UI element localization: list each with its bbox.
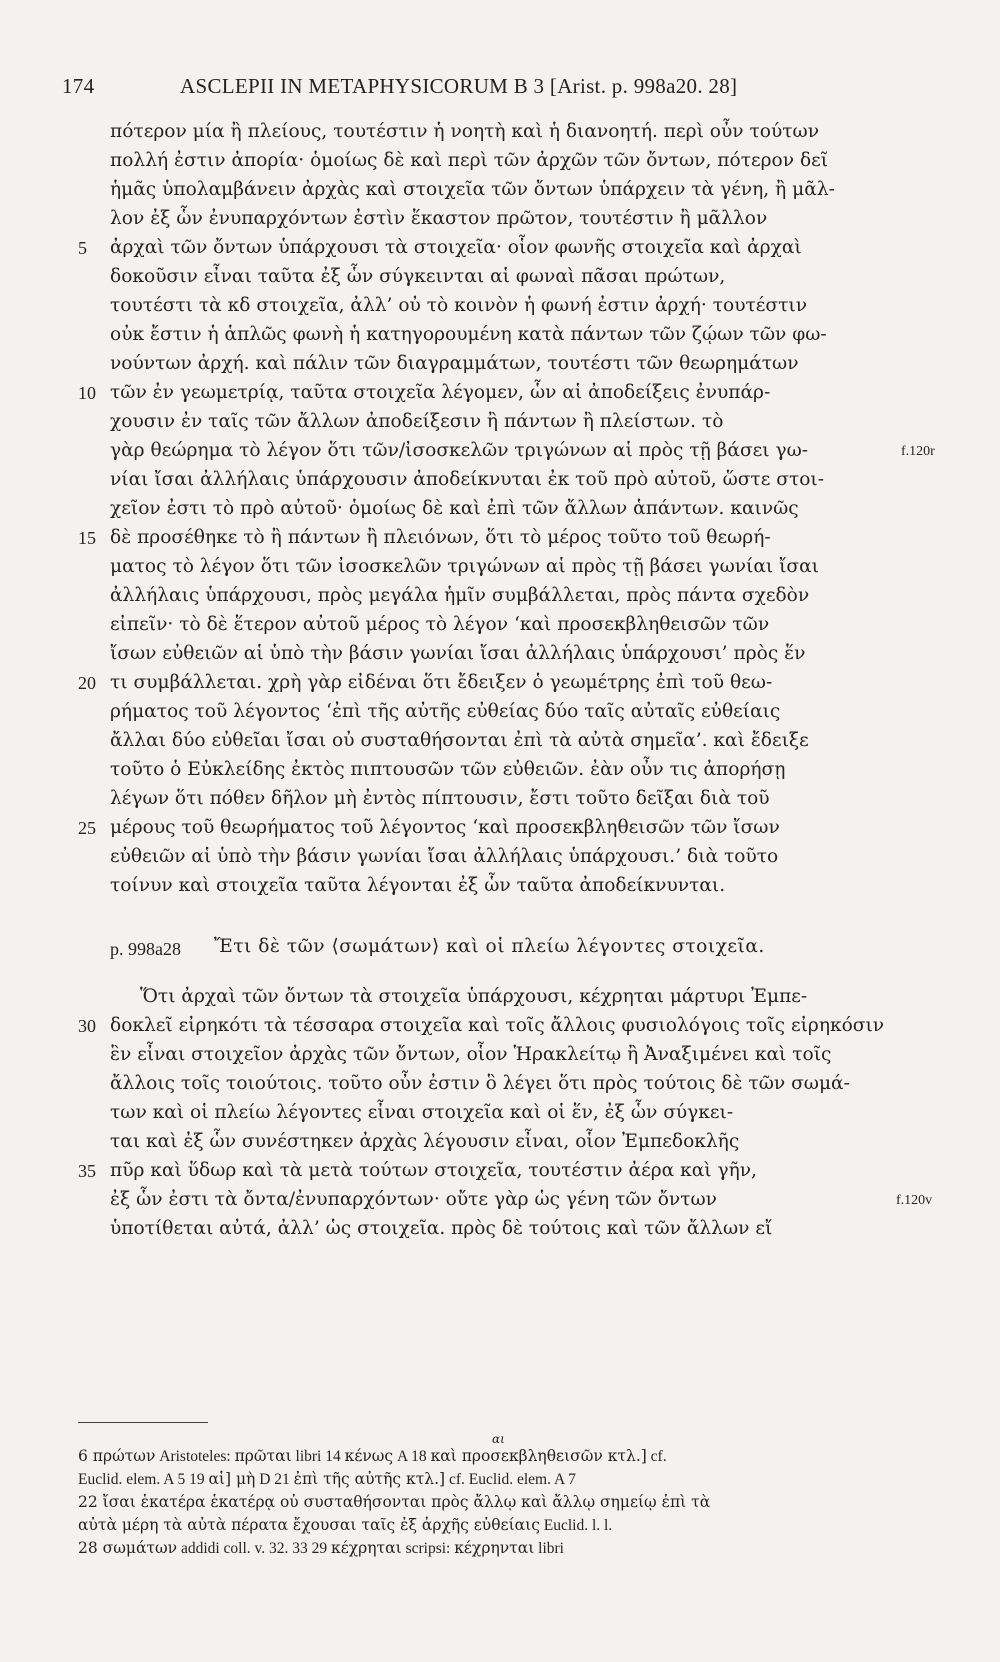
- text-line: τουτέστι τὰ κδ στοιχεῖα, ἀλλ’ οὐ τὸ κοινὸν ἡ φωνή ἐστιν ἀρχή· τουτέστιν: [110, 295, 807, 316]
- line-number: 35: [78, 1161, 96, 1181]
- text-line: ἐξ ὧν ἐστι τὰ ὄντα/ἐνυπαρχόντων· οὔτε γὰρ ὡς γένη τῶν ὄντων: [110, 1189, 717, 1210]
- footnote-rule: [78, 1422, 208, 1423]
- text-line: τι συμβάλλεται. χρὴ γὰρ εἰδέναι ὅτι ἔδειξεν ὁ γεωμέτρης ἐπὶ τοῦ θεω-: [110, 672, 773, 693]
- text-line: νούντων ἀρχή. καὶ πάλιν τῶν διαγραμμάτων, τουτέστι τῶν θεωρημάτων: [110, 353, 799, 374]
- text-line: ἄλλοις τοῖς τοιούτοις. τοῦτο οὖν ἐστιν ὃ λέγει ὅτι πρὸς τούτοις δὲ τῶν σωμά-: [110, 1073, 850, 1094]
- text-line: ρήματος τοῦ λέγοντος ‘ἐπὶ τῆς αὐτῆς εὐθείας δύο ταῖς αὐταῖς εὐθείαις: [110, 701, 781, 722]
- text-line: εἰπεῖν· τὸ δὲ ἕτερον αὐτοῦ μέρος τὸ λέγον ‘καὶ προσεκβληθεισῶν τῶν: [110, 614, 770, 635]
- text-line: οὐκ ἔστιν ἡ ἁπλῶς φωνὴ ἡ κατηγορουμένη κατὰ πάντων τῶν ζῴων τῶν φω-: [110, 324, 827, 345]
- text-line: ται καὶ ἐξ ὧν συνέστηκεν ἀρχὰς λέγουσιν εἶναι, οἷον Ἐμπεδοκλῆς: [110, 1131, 740, 1152]
- text-line: χεῖον ἐστι τὸ πρὸ αὐτοῦ· ὁμοίως δὲ καὶ ἐπὶ τῶν ἄλλων ἁπάντων. καινῶς: [110, 498, 799, 519]
- page-number: 174: [62, 74, 95, 98]
- text-line: γὰρ θεώρημα τὸ λέγον ὅτι τῶν/ἰσοσκελῶν τριγώνων αἱ πρὸς τῇ βάσει γω-: [110, 440, 809, 461]
- text-line: μέρους τοῦ θεωρήματος τοῦ λέγοντος ‘καὶ προσεκβληθεισῶν τῶν ἴσων: [110, 817, 780, 838]
- text-line: δοκλεῖ εἰρηκότι τὰ τέσσαρα στοιχεῖα καὶ τοῖς ἄλλοις φυσιολόγοις τοῖς εἰρηκόσιν: [110, 1015, 885, 1036]
- line-number: 25: [78, 818, 96, 838]
- text-line: ἄλλαι δύο εὐθεῖαι ἴσαι οὐ συσταθήσονται ἐπὶ τὰ αὐτὰ σημεῖα’. καὶ ἔδειξε: [110, 730, 809, 751]
- text-line: τοίνυν καὶ στοιχεῖα ταῦτα λέγονται ἐξ ὧν ταῦτα ἀποδείκνυνται.: [110, 875, 726, 896]
- text-line: πῦρ καὶ ὕδωρ καὶ τὰ μετὰ τούτων στοιχεῖα, τουτέστιν ἀέρα καὶ γῆν,: [110, 1160, 757, 1181]
- footnote-line: αὐτὰ μέρη τὰ αὐτὰ πέρατα ἔχουσαι ταῖς ἐξ ἀρχῆς εὐθείαις Euclid. l. l.: [78, 1516, 613, 1534]
- footnote-line: 22 ἴσαι ἑκατέρα ἑκατέρᾳ οὐ συσταθήσονται πρὸς ἄλλῳ καὶ ἄλλῳ σημείῳ ἐπὶ τὰ: [78, 1493, 711, 1511]
- line-number: 10: [78, 383, 96, 403]
- text-line: πότερον μία ἢ πλείους, τουτέστιν ἡ νοητὴ καὶ ἡ διανοητή. περὶ οὖν τούτων: [110, 121, 820, 142]
- text-line: νίαι ἴσαι ἀλλήλαις ὑπάρχουσιν ἀποδείκνυται ἐκ τοῦ πρὸ αὐτοῦ, ὥστε στοι-: [110, 469, 824, 490]
- text-line: ἡμᾶς ὑπολαμβάνειν ἀρχὰς καὶ στοιχεῖα τῶν ὄντων ὑπάρχειν τὰ γένη, ἢ μᾶλ-: [110, 179, 835, 200]
- lemma-reference: p. 998a28: [110, 939, 181, 959]
- text-line: χουσιν ἐν ταῖς τῶν ἄλλων ἀποδείξεσιν ἢ πάντων ἢ πλείστων. τὸ: [110, 411, 724, 432]
- line-number: 20: [78, 673, 96, 693]
- text-line: εὐθειῶν αἱ ὑπὸ τὴν βάσιν γωνίαι ἴσαι ἀλλήλαις ὑπάρχουσι.’ διὰ τοῦτο: [110, 846, 779, 867]
- text-line: των καὶ οἱ πλείω λέγοντες εἶναι στοιχεῖα καὶ οἱ ἕν, ἐξ ὧν σύγκει-: [110, 1102, 734, 1123]
- line-number: 15: [78, 528, 96, 548]
- footnote-line: 6 πρώτων Aristoteles: πρῶται libri 14 κένως A 18 καὶ προσεκβληθεισῶν κτλ.] cf.: [78, 1447, 667, 1465]
- lemma-text: Ἔτι δὲ τῶν ⟨σωμάτων⟩ καὶ οἱ πλείω λέγοντες στοιχεῖα.: [214, 936, 765, 957]
- footnote-superscript: αι: [492, 1432, 505, 1446]
- text-line: δοκοῦσιν εἶναι ταῦτα ἐξ ὧν σύγκεινται αἱ φωναὶ πᾶσαι πρώτων,: [110, 266, 726, 287]
- text-line: πολλή ἐστιν ἀπορία· ὁμοίως δὲ καὶ περὶ τῶν ἀρχῶν τῶν ὄντων, πότερον δεῖ: [110, 150, 829, 171]
- text-line: ἀρχαὶ τῶν ὄντων ὑπάρχουσι τὰ στοιχεῖα· οἷον φωνῆς στοιχεῖα καὶ ἀρχαὶ: [110, 237, 802, 258]
- folio-mark: f.120v: [896, 1193, 933, 1208]
- text-line: ματος τὸ λέγον ὅτι τῶν ἰσοσκελῶν τριγώνων αἱ πρὸς τῇ βάσει γωνίαι ἴσαι: [110, 556, 819, 577]
- line-number: 5: [78, 238, 87, 258]
- folio-mark: f.120r: [901, 444, 935, 459]
- text-line: λον ἐξ ὧν ἐνυπαρχόντων ἐστὶν ἕκαστον πρῶτον, τουτέστιν ἢ μᾶλλον: [110, 208, 768, 229]
- text-line: λέγων ὅτι πόθεν δῆλον μὴ ἐντὸς πίπτουσιν, ἔστι τοῦτο δεῖξαι διὰ τοῦ: [110, 788, 770, 809]
- footnote-line: 28 σωμάτων addidi coll. v. 32. 33 29 κέχρηται scripsi: κέχρηνται libri: [78, 1539, 564, 1557]
- footnote-line: Euclid. elem. A 5 19 αἱ] μὴ D 21 ἐπὶ τῆς αὐτῆς κτλ.] cf. Euclid. elem. A 7: [78, 1470, 576, 1488]
- line-number: 30: [78, 1016, 96, 1036]
- text-line: δὲ προσέθηκε τὸ ἢ πάντων ἢ πλειόνων, ὅτι τὸ μέρος τοῦτο τοῦ θεωρή-: [110, 527, 771, 548]
- text-line: τοῦτο ὁ Εὐκλείδης ἐκτὸς πιπτουσῶν τῶν εὐθειῶν. ἐὰν οὖν τις ἀπορήσῃ: [110, 759, 786, 780]
- running-title: ASCLEPII IN METAPHYSICORUM B 3 [Arist. p. 998a20. 28]: [180, 74, 738, 98]
- text-line: ἓν εἶναι στοιχεῖον ἀρχὰς τῶν ὄντων, οἷον Ἡρακλείτῳ ἢ Ἀναξιμένει καὶ τοῖς: [110, 1044, 832, 1065]
- text-line: ἴσων εὐθειῶν αἱ ὑπὸ τὴν βάσιν γωνίαι ἴσαι ἀλλήλαις ὑπάρχουσι’ πρὸς ἕν: [110, 643, 806, 664]
- text-line: Ὅτι ἀρχαὶ τῶν ὄντων τὰ στοιχεῖα ὑπάρχουσι, κέχρηται μάρτυρι Ἐμπε-: [140, 986, 808, 1007]
- text-line: τῶν ἐν γεωμετρίᾳ, ταῦτα στοιχεῖα λέγομεν, ὧν αἱ ἀποδείξεις ἐνυπάρ-: [110, 382, 771, 403]
- text-line: ἀλλήλαις ὑπάρχουσι, πρὸς μεγάλα ἡμῖν συμβάλλεται, πρὸς πάντα σχεδὸν: [110, 585, 810, 606]
- text-line: ὑποτίθεται αὐτά, ἀλλ’ ὡς στοιχεῖα. πρὸς δὲ τούτοις καὶ τῶν ἄλλων εἴ: [110, 1218, 773, 1239]
